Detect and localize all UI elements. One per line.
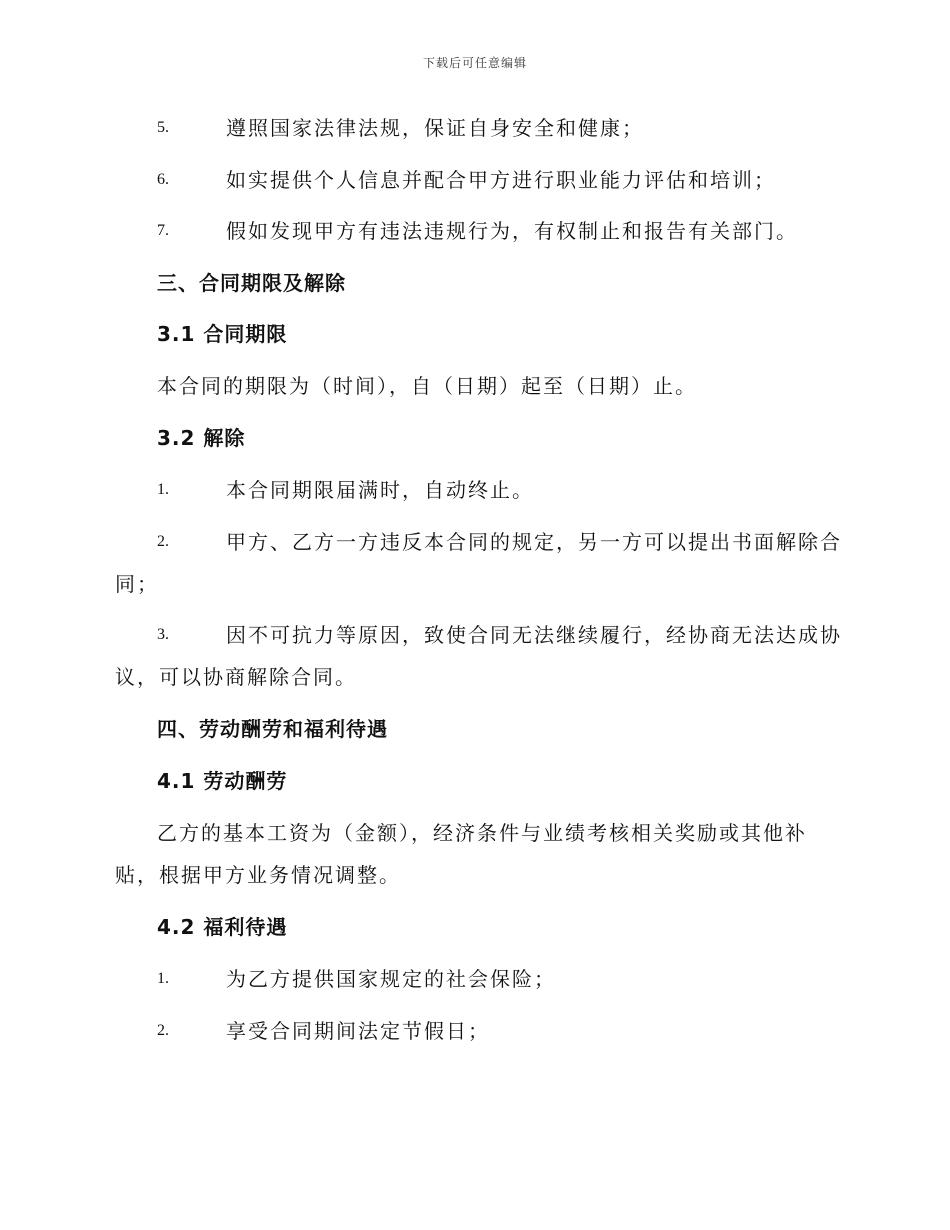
list-number: 3. — [157, 626, 169, 643]
list-text-continuation: 同； — [115, 572, 159, 596]
subsection-3-2-title: 3.2 解除 — [157, 426, 246, 450]
section-4-title: 四、劳动酬劳和福利待遇 — [157, 717, 388, 741]
list-text: 假如发现甲方有违法违规行为，有权制止和报告有关部门。 — [226, 219, 798, 243]
list-number: 2. — [157, 1022, 169, 1039]
list-number: 1. — [157, 481, 169, 498]
list-text: 本合同期限届满时，自动终止。 — [226, 478, 534, 502]
list-text: 如实提供个人信息并配合甲方进行职业能力评估和培训； — [226, 168, 776, 192]
section-3-title: 三、合同期限及解除 — [157, 271, 346, 295]
list-text-continuation: 议，可以协商解除合同。 — [115, 665, 357, 689]
list-number: 1. — [157, 970, 169, 987]
list-text: 因不可抗力等原因，致使合同无法继续履行，经协商无法达成协 — [226, 623, 842, 647]
subsection-4-1-title: 4.1 劳动酬劳 — [157, 769, 288, 793]
subsection-4-2-title: 4.2 福利待遇 — [157, 915, 288, 939]
list-text: 遵照国家法律法规，保证自身安全和健康； — [226, 116, 644, 140]
list-number: 2. — [157, 533, 169, 550]
list-number: 7. — [157, 222, 169, 239]
list-text: 为乙方提供国家规定的社会保险； — [226, 967, 556, 991]
list-number: 6. — [157, 171, 169, 188]
list-text: 甲方、乙方一方违反本合同的规定，另一方可以提出书面解除合 — [226, 530, 842, 554]
list-text: 享受合同期间法定节假日； — [226, 1019, 490, 1043]
paragraph-text-continuation: 贴，根据甲方业务情况调整。 — [115, 863, 401, 887]
paragraph-text: 乙方的基本工资为（金额），经济条件与业绩考核相关奖励或其他补 — [157, 821, 807, 845]
subsection-3-1-title: 3.1 合同期限 — [157, 322, 288, 346]
paragraph-text: 本合同的期限为（时间），自（日期）起至（日期）止。 — [157, 374, 697, 398]
list-number: 5. — [157, 119, 169, 136]
page-header: 下载后可任意编辑 — [422, 56, 527, 70]
